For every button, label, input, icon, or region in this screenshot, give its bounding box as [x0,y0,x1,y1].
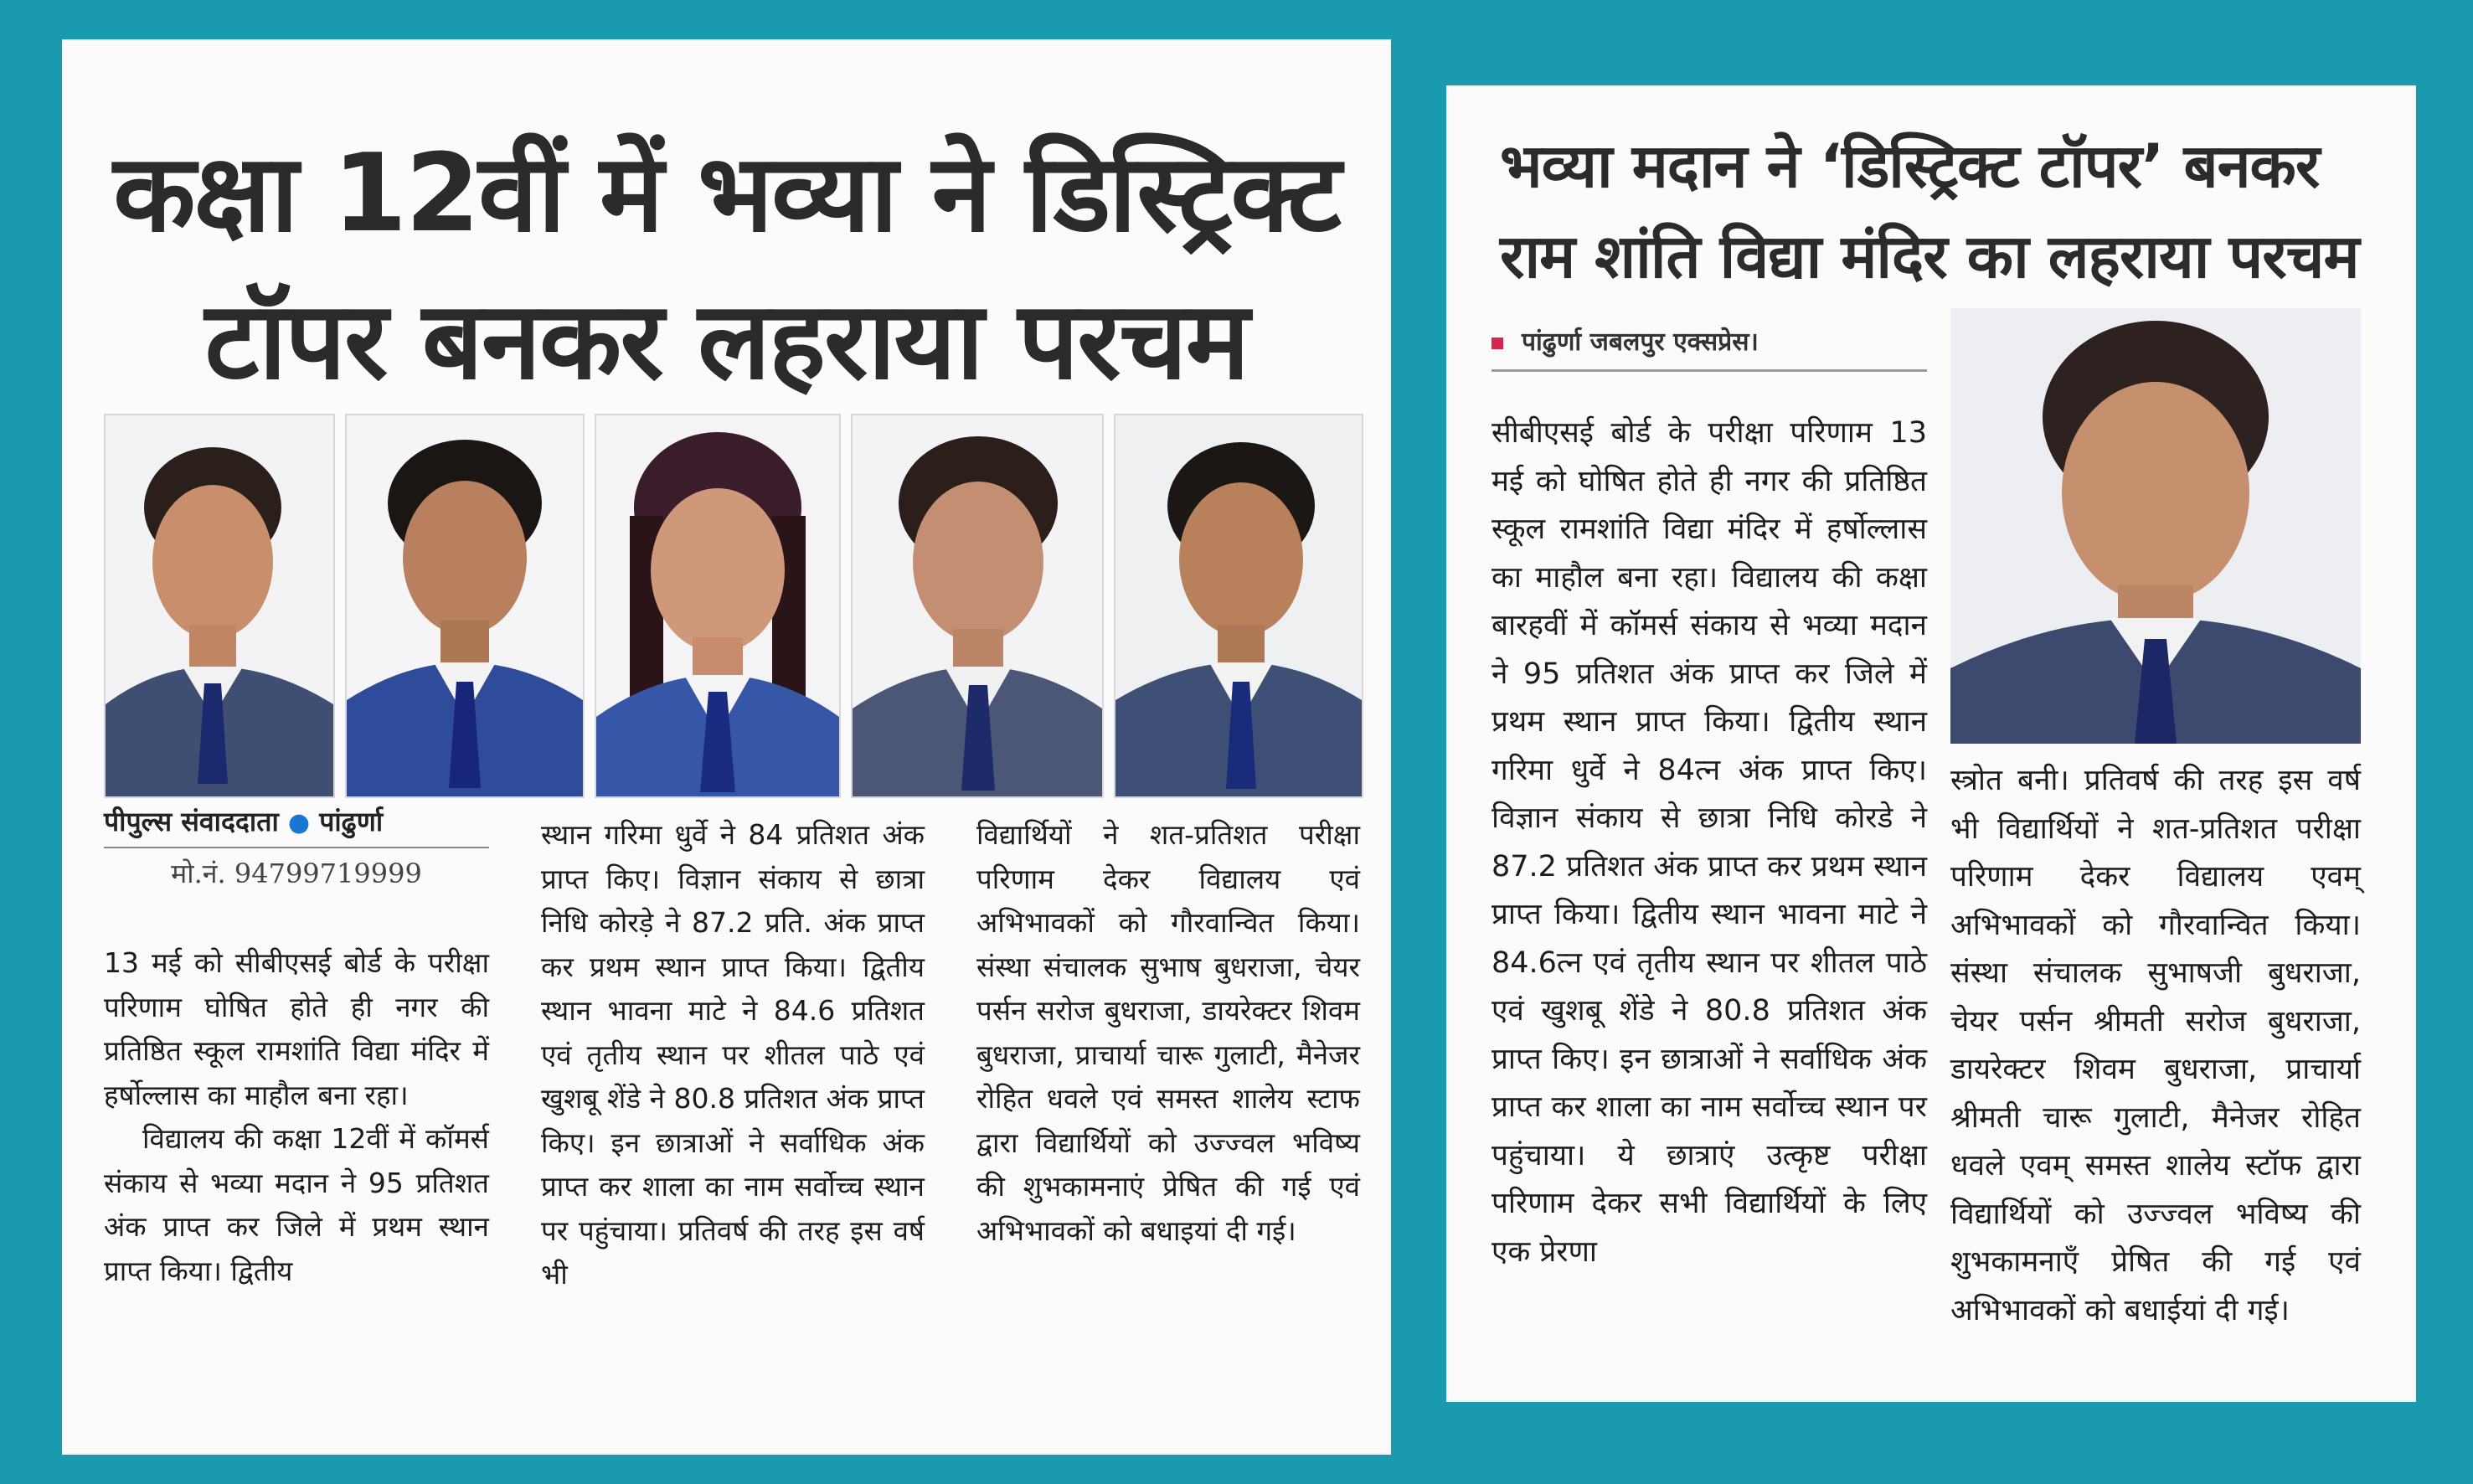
newspaper-clipping-left [64,41,1389,1453]
topper-photo [1950,308,2361,744]
phone-number: मो.नं. 94799719999 [171,858,422,889]
byline [104,803,489,848]
article-left-column-1 [104,941,489,1293]
student-photo-3 [595,414,841,798]
newspaper-clipping-right [1448,87,2414,1400]
headline-left-line2: टॉपर बनकर लहराया परचम [204,279,1249,404]
student-photo-2 [345,414,585,798]
source-text: पांढुर्णा जबलपुर एक्सप्रेस। [1522,327,1759,357]
article-right-column-1 [1492,410,1927,1276]
headline-right-line1: भव्या मदान ने ‘डिस्ट्रिक्ट टॉपर’ बनकर [1500,131,2320,201]
student-photo-1 [104,414,335,798]
headline-left-line1: कक्षा 12वीं में भव्या ने डिस्ट्रिक्ट [113,131,1340,256]
source-square-icon [1492,338,1503,349]
byline-place: पांढुर्णा [319,806,384,837]
article-left-column-3-text: विद्यार्थियों ने शत-प्रतिशत परीक्षा परिणाम देकर विद्यालय एवं अभिभावकों को गौरवान्वित किया। संस्था संचालक सुभाष बुधराजा, चेयर पर्सन सरोज बुधराजा, डायरेक्टर शिवम बुधराजा, प्राचार्या चारू गुलाटी, मैनेजर रोहित धवले एवं समस्त शालेय स्टाफ द्वारा विद्यार्थियों को उज्ज्वल भविष्य की शुभकामनाएं प्रेषित की गई एवं अभिभावकों को बधाइयां दी गई। [976,818,1360,1247]
article-right-column-2-text: स्त्रोत बनी। प्रतिवर्ष की तरह इस वर्ष भी विद्यार्थियों ने शत-प्रतिशत परीक्षा परिणाम देकर विद्यालय एवम् अभिभावकों को गौरवान्वित किया। संस्था संचालक सुभाषजी बुधराजा, चेयर पर्सन श्रीमती सरोज बुधराजा, डायरेक्टर शिवम बुधराजा, प्राचार्या श्रीमती चारू गुलाटी, मैनेजर रोहित धवले एवम् समस्त शालेय स्टॉफ द्वारा विद्यार्थियों को उज्ज्वल भविष्य की शुभकामनाएँ प्रेषित की गई एवं अभिभावकों को बधाईयां दी गई। [1950,764,2361,1327]
article-left-column-2-text: स्थान गरिमा धुर्वे ने 84 प्रतिशत अंक प्राप्त किए। विज्ञान संकाय से छात्रा निधि कोरड़े ने 87.2 प्रति. अंक प्राप्त कर प्रथम स्थान प्राप्त किया। द्वितीय स्थान भावना माटे ने 84.6 प्रतिशत एवं तृतीय स्थान पर शीतल पाठे एवं खुशबू शेंडे ने 80.8 प्रतिशत अंक प्राप्त किए। इन छात्राओं ने सर्वाधिक अंक प्राप्त कर शाला का नाम सर्वोच्च स्थान पर पहुंचाया। प्रतिवर्ष की तरह इस वर्ष भी [541,818,925,1291]
bullet-dot-icon: ● [287,808,311,837]
article-left-column-3 [976,813,1360,1253]
article-left-paragraph-2: विद्यालय की कक्षा 12वीं में कॉमर्स संकाय से भव्या मदान ने 95 प्रतिशत अंक प्राप्त कर जिले में प्रथम स्थान प्राप्त किया। द्वितीय [104,1122,489,1287]
student-photo-5 [1114,414,1363,798]
article-left-column-2 [541,813,925,1297]
article-left-paragraph-1: 13 मई को सीबीएसई बोर्ड के परीक्षा परिणाम घोषित होते ही नगर की प्रतिष्ठित स्कूल रामशांति विद्या मंदिर में हर्षोल्लास का माहौल बना रहा। [104,946,489,1111]
byline-block [104,803,489,891]
student-photo-row [104,414,1360,795]
article-right-column-2 [1950,757,2361,1335]
byline-name: पीपुल्स संवाददाता [104,806,279,837]
article-right-column-1-text: सीबीएसई बोर्ड के परीक्षा परिणाम 13 मई को घोषित होते ही नगर की प्रतिष्ठित स्कूल रामशांति विद्या मंदिर में हर्षोल्लास का माहौल बना रहा। विद्यालय की कक्षा बारहवीं में कॉमर्स संकाय से भव्या मदान ने 95 प्रतिशत अंक प्राप्त कर जिले में प्रथम स्थान प्राप्त किया। द्वितीय स्थान गरिमा धुर्वे ने 84त्न अंक प्राप्त किए। विज्ञान संकाय से छात्रा निधि कोरडे ने 87.2 प्रतिशत अंक प्राप्त कर प्रथम स्थान प्राप्त किया। द्वितीय स्थान भावना माटे ने 84.6त्न एवं तृतीय स्थान पर शीतल पाठे एवं खुशबू शेंडे ने 80.8 प्रतिशत अंक प्राप्त किए। इन छात्राओं ने सर्वाधिक अंक प्राप्त कर शाला का नाम सर्वोच्च स्थान पर पहुंचाया। ये छात्राएं उत्कृष्ट परीक्षा परिणाम देकर सभी विद्यार्थियों के लिए एक प्रेरणा [1492,416,1927,1269]
headline-right-line2: राम शांति विद्या मंदिर का लहराया परचम [1500,221,2359,291]
source-line [1492,323,1927,372]
student-photo-4 [851,414,1104,798]
headline-left [64,121,1389,415]
headline-right [1500,121,2389,301]
